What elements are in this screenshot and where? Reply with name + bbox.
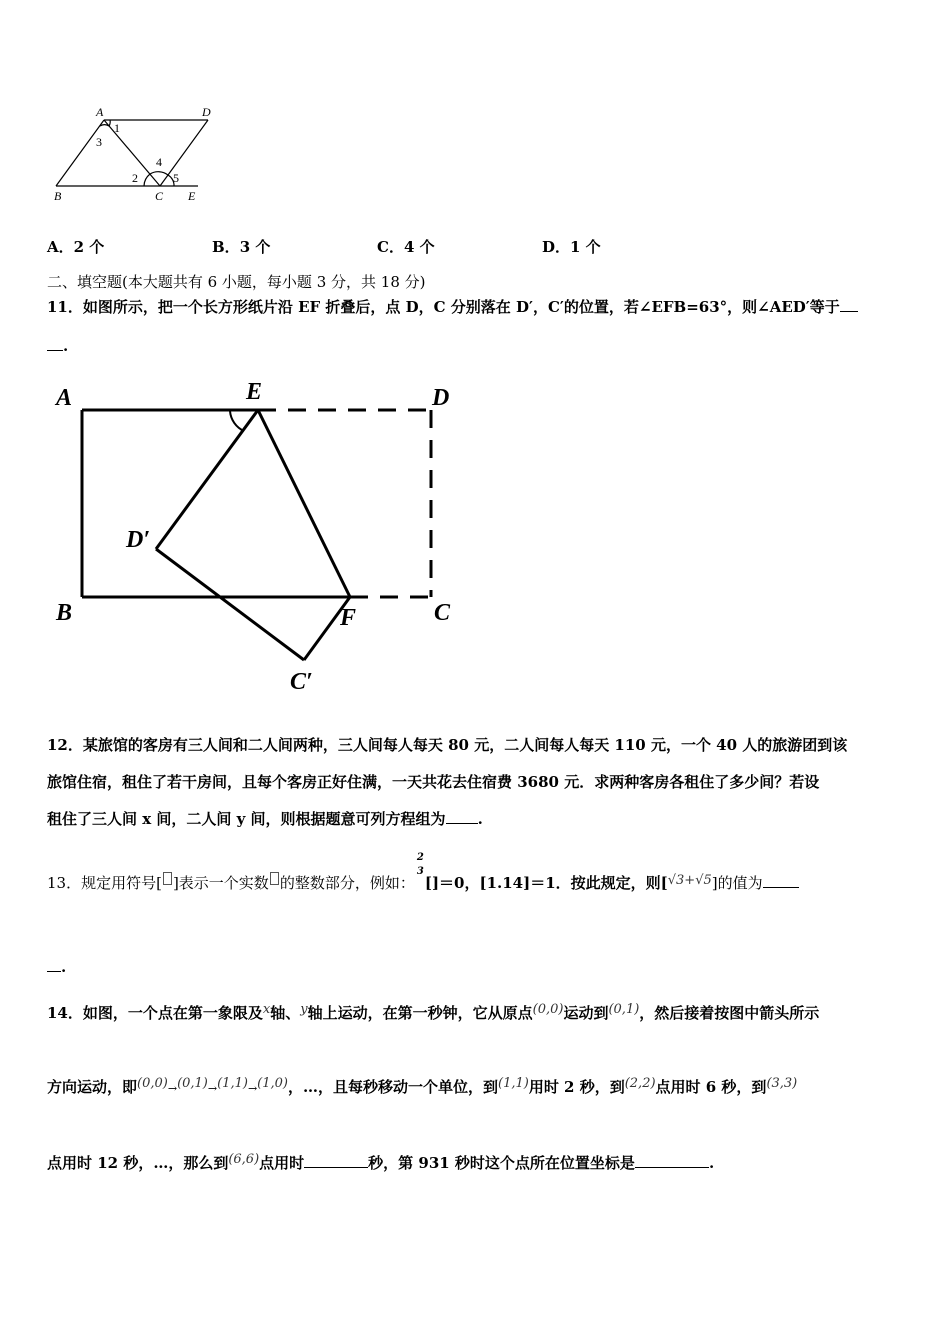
q12-blank[interactable] xyxy=(446,809,478,824)
label-C: C xyxy=(155,189,164,203)
edge-Dprime-Cprime xyxy=(156,549,304,660)
angle-arc-3 xyxy=(100,125,109,126)
angle-arc-AED xyxy=(230,411,244,431)
label-E: E xyxy=(188,189,196,203)
angle-label-4: 4 xyxy=(156,155,162,169)
q14-line1: 14．如图，一个点在第一象限及x轴、y轴上运动，在第一秒钟，它从原点(0,0)运动到(0,1)，然后接着按图中箭头所示 xyxy=(47,1002,820,1022)
angle-arc-2 xyxy=(144,174,150,186)
option-d[interactable]: D．1 个 xyxy=(542,238,601,256)
option-a[interactable]: A．2 个 xyxy=(47,238,105,256)
fold-label-C: C xyxy=(434,600,451,626)
edge-AB xyxy=(56,120,104,186)
q14-line3: 点用时 12 秒，…，那么到(6,6)点用时 秒，第 931 秒时这个点所在位置坐标是 . xyxy=(47,1152,715,1172)
angle-label-3: 3 xyxy=(96,135,102,149)
q13-blank-cont[interactable] xyxy=(47,957,61,972)
parallelogram-figure xyxy=(48,100,218,210)
fold-label-Cprime: C′ xyxy=(290,669,313,695)
fold-label-Dprime: D′ xyxy=(126,527,151,553)
label-A: A xyxy=(96,105,104,119)
edge-DC xyxy=(160,120,208,186)
option-b[interactable]: B．3 个 xyxy=(212,238,271,256)
q13-line1: 13．规定用符号[ ]表示一个实数 的整数部分，例如： 2 3 []＝0，[1.14]＝1．按此规定，则[√3+√5]的值为 xyxy=(47,872,799,893)
q12-line2: 旅馆住宿，租住了若干房间，且每个客房正好住满，一天共花去住宿费 3680 元．求两种客房各租住了多少间？若设 xyxy=(47,773,820,791)
option-c[interactable]: C．4 个 xyxy=(377,238,435,256)
q11-line1: 11．如图所示，把一个长方形纸片沿 EF 折叠后，点 D，C 分别落在 D′，C′的位置，若∠EFB=63°，则∠AED′等于 xyxy=(47,296,858,317)
angle-arc-1 xyxy=(109,120,110,126)
q14-blank-seconds[interactable] xyxy=(304,1153,368,1168)
angle-label-2: 2 xyxy=(132,171,138,185)
fold-label-D: D xyxy=(432,385,450,411)
label-D: D xyxy=(202,105,211,119)
q11-blank[interactable] xyxy=(840,297,858,312)
q14-line2: 方向运动，即(0,0)→(0,1)→(1,1)→(1,0)，…，且每秒移动一个单位，到(1,1)用时 2 秒，到(2,2)点用时 6 秒，到(3,3) xyxy=(47,1076,798,1096)
q11-blank-cont[interactable] xyxy=(47,336,63,351)
edge-EF xyxy=(258,410,350,597)
q11-line2: . xyxy=(47,336,68,355)
label-B: B xyxy=(54,189,62,203)
sqrt-expression: √3+√5 xyxy=(667,873,712,888)
fold-label-B: B xyxy=(56,600,73,626)
fold-label-F: F xyxy=(340,605,357,631)
q12-line3: 租住了三人间 x 间，二人间 y 间，则根据题意可列方程组为 . xyxy=(47,810,483,828)
angle-label-5: 5 xyxy=(173,171,179,185)
q12-line1: 12．某旅馆的客房有三人间和二人间两种，三人间每人每天 80 元，二人间每人每天 110 元，一个 40 人的旅游团到该 xyxy=(47,736,848,754)
fold-figure xyxy=(40,375,470,700)
angle-label-1: 1 xyxy=(114,121,120,135)
fold-label-E: E xyxy=(246,379,263,405)
q13-line2: . xyxy=(47,957,66,976)
fold-label-A: A xyxy=(56,385,73,411)
placeholder-box-icon xyxy=(163,872,172,885)
fraction-two-thirds: 2 3 xyxy=(416,852,424,877)
q13-blank[interactable] xyxy=(763,873,799,888)
q14-blank-coordinate[interactable] xyxy=(635,1153,709,1168)
placeholder-box-icon xyxy=(270,872,279,885)
angle-arc-4 xyxy=(150,172,168,175)
section-heading: 二、填空题(本大题共有 6 小题，每小题 3 分，共 18 分) xyxy=(47,273,426,291)
